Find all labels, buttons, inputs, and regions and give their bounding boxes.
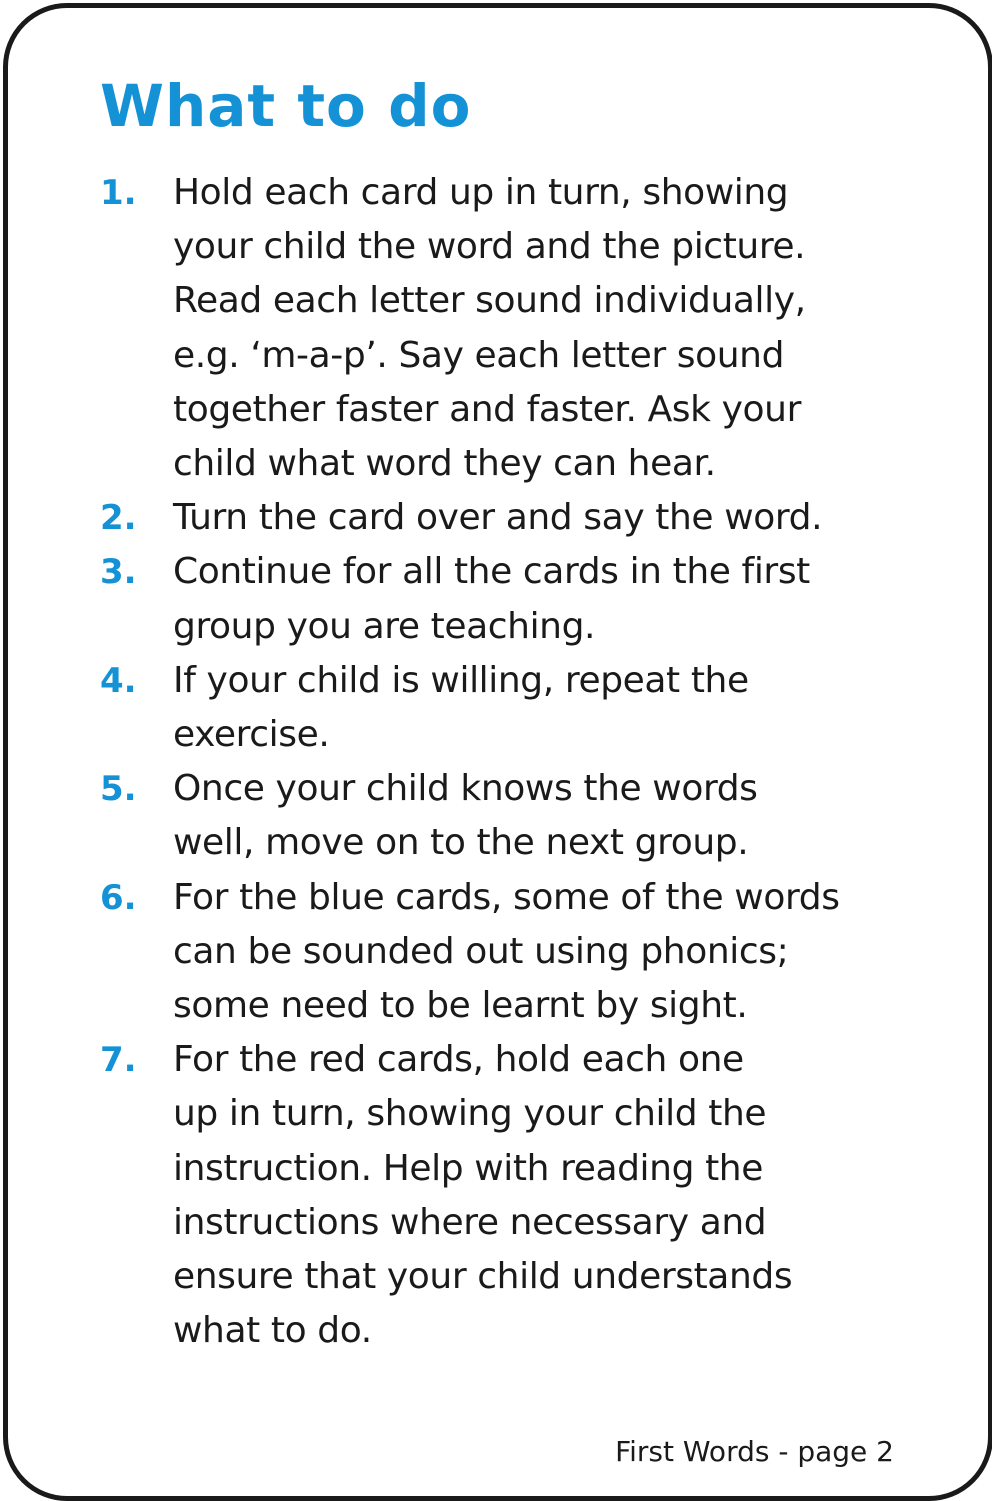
step-line: exercise. <box>173 714 330 756</box>
step-line: instructions where necessary and <box>173 1201 767 1243</box>
step-line: Turn the card over and say the word. <box>173 497 823 539</box>
step-line: If your child is willing, repeat the <box>173 659 749 701</box>
page-footer: First Words - page 2 <box>615 1435 894 1468</box>
step-line: Once your child knows the words <box>173 768 758 810</box>
step-line: For the red cards, hold each one <box>173 1039 744 1081</box>
step-line: e.g. ‘m-a-p’. Say each letter sound <box>173 334 785 376</box>
step-line: child what word they can hear. <box>173 443 716 485</box>
steps-list <box>100 166 920 1358</box>
step-line: For the blue cards, some of the words <box>173 876 840 918</box>
instruction-card <box>3 3 992 1501</box>
step-number: 2. <box>100 498 137 539</box>
step-text <box>173 762 920 870</box>
step-number: 7. <box>100 1040 137 1081</box>
step-line: what to do. <box>173 1310 372 1352</box>
step-text <box>173 1033 920 1358</box>
step-number: 5. <box>100 769 137 810</box>
step-line: Continue for all the cards in the first <box>173 551 810 593</box>
step-line: group you are teaching. <box>173 605 596 647</box>
step-text <box>173 491 920 545</box>
step-item <box>100 1033 920 1358</box>
step-number: 3. <box>100 552 137 593</box>
step-line: ensure that your child understands <box>173 1256 793 1298</box>
step-line: up in turn, showing your child the <box>173 1093 767 1135</box>
page-title: What to do <box>100 72 472 140</box>
step-item <box>100 491 920 545</box>
step-text <box>173 654 920 762</box>
step-item <box>100 545 920 653</box>
step-item <box>100 871 920 1034</box>
step-line: Read each letter sound individually, <box>173 280 806 322</box>
step-line: your child the word and the picture. <box>173 226 806 268</box>
step-item <box>100 654 920 762</box>
step-line: well, move on to the next group. <box>173 822 749 864</box>
step-number: 1. <box>100 173 137 213</box>
step-text <box>173 545 920 653</box>
step-line: can be sounded out using phonics; <box>173 930 789 972</box>
step-text <box>173 166 920 491</box>
step-item <box>100 762 920 870</box>
step-line: together faster and faster. Ask your <box>173 388 801 430</box>
step-line: some need to be learnt by sight. <box>173 985 748 1027</box>
step-line: Hold each card up in turn, showing <box>173 172 789 213</box>
step-text <box>173 871 920 1034</box>
step-number: 4. <box>100 660 137 701</box>
step-line: instruction. Help with reading the <box>173 1147 763 1189</box>
step-item <box>100 166 920 491</box>
step-number: 6. <box>100 877 137 918</box>
